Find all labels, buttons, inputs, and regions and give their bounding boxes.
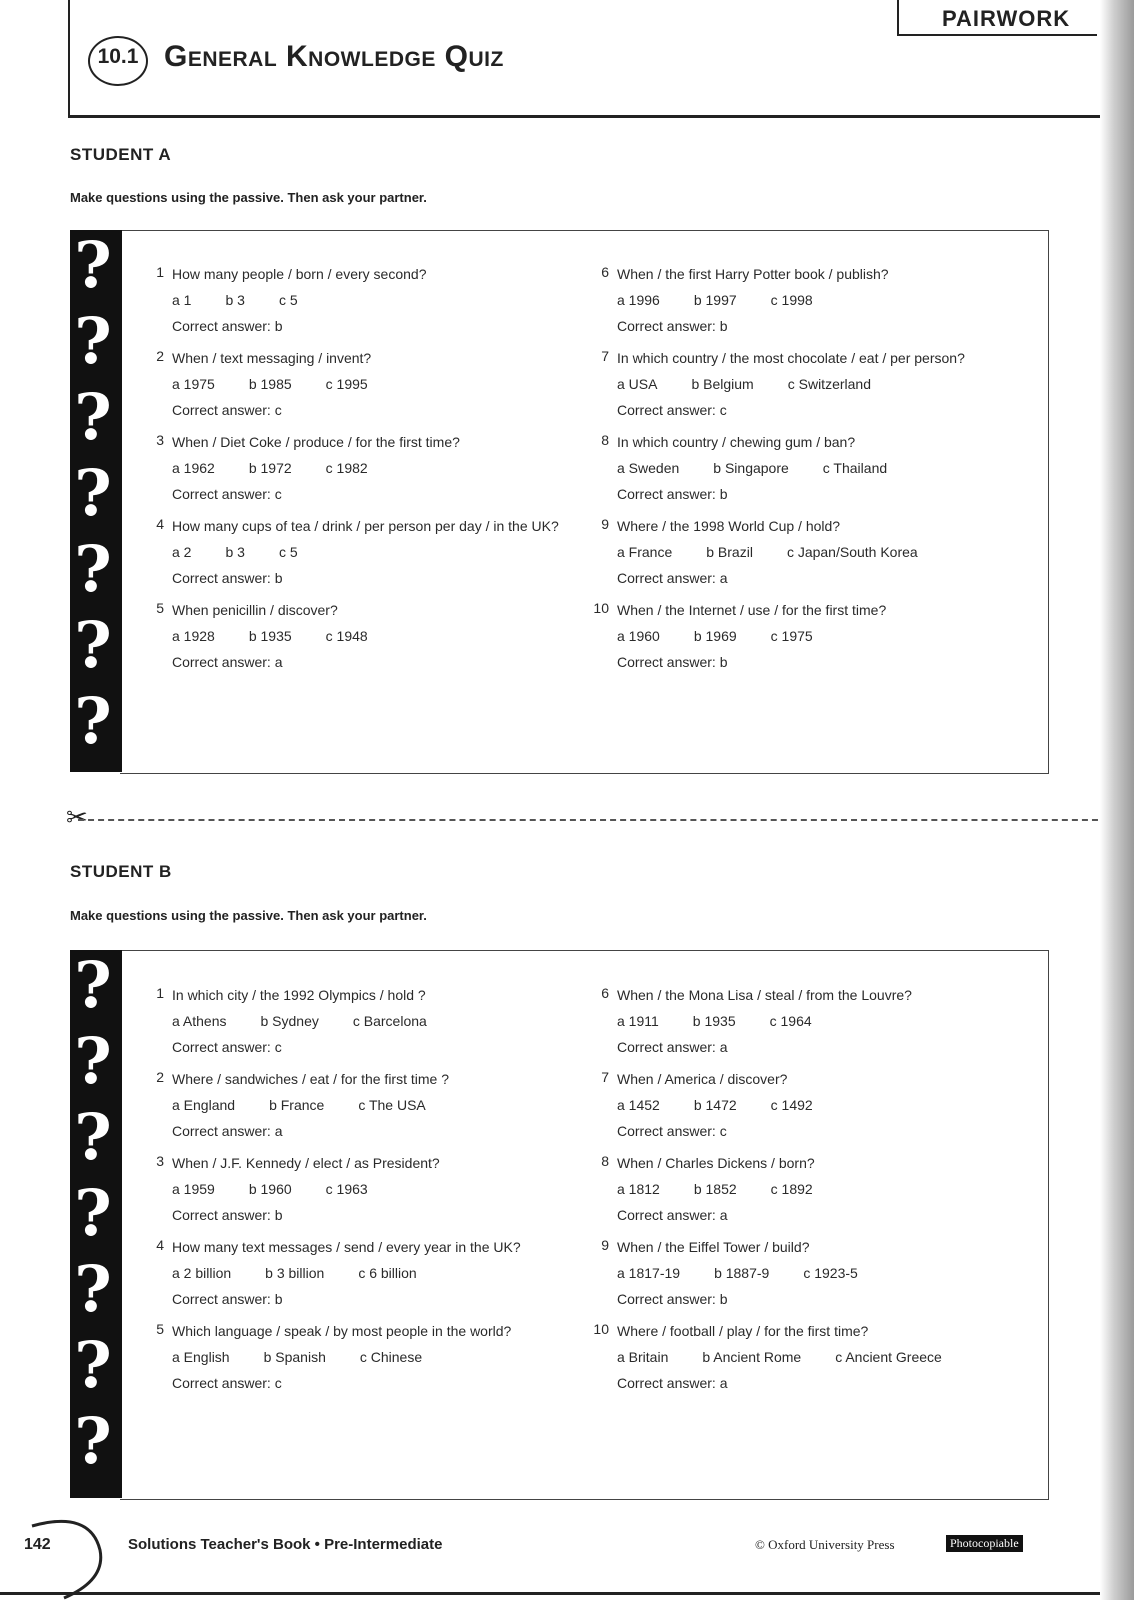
question-mark-icon: ?	[74, 532, 112, 607]
question-mark-icon: ?	[74, 1024, 112, 1099]
option-a: a 1975	[172, 376, 215, 392]
quiz-item-question: In which city / the 1992 Olympics / hold ?	[172, 987, 426, 1003]
student-b-left-column	[132, 985, 572, 1405]
quiz-item-question: Where / sandwiches / eat / for the first time ?	[172, 1071, 449, 1087]
page-edge-shadow	[1100, 0, 1134, 1600]
quiz-item-options	[617, 1095, 1007, 1115]
quiz-item-number: 9	[601, 1237, 609, 1253]
quiz-item-answer: Correct answer: c	[617, 1123, 727, 1139]
option-c: c Thailand	[822, 460, 888, 476]
question-mark-icon: ?	[74, 304, 112, 379]
student-a-heading: STUDENT A	[70, 145, 172, 164]
quiz-item	[577, 1237, 1007, 1309]
option-b: b 1887-9	[714, 1265, 770, 1281]
quiz-item-answer: Correct answer: c	[172, 1375, 282, 1391]
quiz-item	[577, 985, 1007, 1057]
quiz-item-question: How many people / born / every second?	[172, 266, 427, 282]
option-c: c 5	[278, 292, 298, 308]
option-c: c Switzerland	[787, 376, 871, 392]
quiz-item	[577, 264, 1007, 336]
option-c: c 1923-5	[803, 1265, 858, 1281]
option-b: b 1985	[248, 376, 292, 392]
option-a: a 1996	[617, 292, 660, 308]
option-c: c 6 billion	[358, 1265, 417, 1281]
option-c: c 1982	[325, 460, 368, 476]
quiz-item-number: 1	[156, 985, 164, 1001]
quiz-item-options	[617, 1011, 1007, 1031]
option-c: c 1975	[770, 628, 813, 644]
photocopiable-badge: Photocopiable	[946, 1535, 1023, 1552]
quiz-item	[132, 1069, 572, 1141]
option-c: c 1948	[325, 628, 368, 644]
option-c: c 1995	[325, 376, 368, 392]
option-a: a USA	[617, 376, 658, 392]
option-c: c Ancient Greece	[835, 1349, 942, 1365]
quiz-item-number: 2	[156, 1069, 164, 1085]
footer-rule	[0, 1592, 1134, 1595]
quiz-item-number: 8	[601, 1153, 609, 1169]
quiz-item-number: 3	[156, 432, 164, 448]
quiz-item-answer: Correct answer: a	[617, 1207, 728, 1223]
quiz-item	[132, 1153, 572, 1225]
quiz-item-answer: Correct answer: b	[172, 1291, 283, 1307]
option-b: b Brazil	[706, 544, 753, 560]
quiz-item-number: 10	[593, 600, 609, 616]
option-a: a England	[172, 1097, 236, 1113]
option-b: b Belgium	[691, 376, 754, 392]
option-b: b 1972	[248, 460, 292, 476]
quiz-item-options	[617, 542, 1007, 562]
quiz-item-options	[172, 1095, 572, 1115]
quiz-item-answer: Correct answer: c	[172, 1039, 282, 1055]
quiz-item-options	[617, 1347, 1007, 1367]
option-b: b 1935	[692, 1013, 736, 1029]
quiz-item-options	[172, 374, 572, 394]
quiz-item-number: 2	[156, 348, 164, 364]
option-a: a Sweden	[617, 460, 680, 476]
page-title: General Knowledge Quiz	[164, 40, 504, 73]
quiz-item-question: When / America / discover?	[617, 1071, 788, 1087]
quiz-item-options	[172, 1011, 572, 1031]
quiz-item	[132, 1321, 572, 1393]
question-mark-icon: ?	[74, 230, 112, 303]
quiz-item-number: 8	[601, 432, 609, 448]
section-label: PAIRWORK	[942, 6, 1071, 31]
option-c: c Japan/South Korea	[786, 544, 918, 560]
option-a: a 1911	[617, 1013, 659, 1029]
student-a-right-column	[577, 264, 1007, 684]
option-c: c 1998	[770, 292, 813, 308]
option-a: a 1960	[617, 628, 660, 644]
quiz-item-options	[172, 1179, 572, 1199]
quiz-item-number: 5	[156, 600, 164, 616]
quiz-item-options	[172, 1263, 572, 1283]
section-label-underline	[897, 34, 1097, 36]
quiz-item-question: When / Diet Coke / produce / for the first time?	[172, 434, 460, 450]
quiz-item-question: When / the Eiffel Tower / build?	[617, 1239, 810, 1255]
option-b: b 1969	[693, 628, 737, 644]
quiz-item-answer: Correct answer: a	[172, 654, 283, 670]
quiz-item-options	[617, 374, 1007, 394]
option-b: b 1935	[248, 628, 292, 644]
option-b: b Spanish	[263, 1349, 326, 1365]
option-a: a 1817-19	[617, 1265, 681, 1281]
quiz-item	[132, 264, 572, 336]
option-b: b Singapore	[713, 460, 789, 476]
quiz-item-question: When / text messaging / invent?	[172, 350, 372, 366]
quiz-item-question: How many text messages / send / every year in the UK?	[172, 1239, 521, 1255]
quiz-item-question: When / the first Harry Potter book / publish?	[617, 266, 889, 282]
quiz-item	[132, 1237, 572, 1309]
quiz-item-question: When / Charles Dickens / born?	[617, 1155, 815, 1171]
quiz-item-options	[617, 1179, 1007, 1199]
option-b: b Sydney	[260, 1013, 319, 1029]
option-b: b France	[269, 1097, 325, 1113]
quiz-item	[577, 348, 1007, 420]
quiz-item-answer: Correct answer: b	[617, 318, 728, 334]
option-a: a English	[172, 1349, 230, 1365]
quiz-item-number: 4	[156, 1237, 164, 1253]
quiz-item-answer: Correct answer: b	[172, 570, 283, 586]
option-b: b 3	[225, 544, 245, 560]
quiz-item-number: 7	[601, 1069, 609, 1085]
option-a: a France	[617, 544, 673, 560]
option-b: b 1997	[693, 292, 737, 308]
quiz-item-answer: Correct answer: a	[172, 1123, 283, 1139]
quiz-item	[132, 600, 572, 672]
quiz-item	[132, 516, 572, 588]
quiz-item-number: 1	[156, 264, 164, 280]
option-c: c 1963	[325, 1181, 368, 1197]
quiz-item-number: 10	[593, 1321, 609, 1337]
quiz-item-number: 3	[156, 1153, 164, 1169]
option-a: a 1812	[617, 1181, 660, 1197]
quiz-item	[132, 985, 572, 1057]
option-a: a 2 billion	[172, 1265, 232, 1281]
question-mark-icon: ?	[74, 1252, 112, 1327]
option-b: b 1960	[248, 1181, 292, 1197]
quiz-item-answer: Correct answer: b	[617, 486, 728, 502]
question-mark-icon: ?	[74, 1100, 112, 1175]
quiz-item-answer: Correct answer: c	[172, 402, 282, 418]
quiz-item-question: When / the Mona Lisa / steal / from the Louvre?	[617, 987, 912, 1003]
quiz-item	[577, 1321, 1007, 1393]
header-border-bottom	[70, 115, 1100, 118]
option-c: c The USA	[358, 1097, 426, 1113]
quiz-item	[132, 432, 572, 504]
quiz-item-number: 7	[601, 348, 609, 364]
student-b-heading: STUDENT B	[70, 862, 172, 881]
book-title: Solutions Teacher's Book • Pre-Intermediate	[128, 1536, 443, 1553]
copyright-notice: © Oxford University Press	[755, 1537, 895, 1552]
quiz-item-options	[617, 1263, 1007, 1283]
option-c: c 1964	[769, 1013, 812, 1029]
page-number: 142	[24, 1536, 51, 1553]
student-b-instruction: Make questions using the passive. Then ask your partner.	[70, 908, 427, 923]
quiz-item	[577, 600, 1007, 672]
question-mark-icon: ?	[74, 380, 112, 455]
option-a: a 2	[172, 544, 192, 560]
quiz-item-question: Where / the 1998 World Cup / hold?	[617, 518, 841, 534]
quiz-item-number: 4	[156, 516, 164, 532]
question-mark-icon: ?	[74, 684, 112, 759]
quiz-item-options	[172, 1347, 572, 1367]
quiz-item-options	[172, 458, 572, 478]
student-b-question-strip	[70, 950, 122, 1498]
quiz-item-answer: Correct answer: c	[617, 402, 727, 418]
quiz-item-question: Where / football / play / for the first time?	[617, 1323, 869, 1339]
option-c: c Chinese	[359, 1349, 423, 1365]
option-a: a 1452	[617, 1097, 660, 1113]
quiz-item-answer: Correct answer: a	[617, 1039, 728, 1055]
quiz-item-question: Which language / speak / by most people in the world?	[172, 1323, 512, 1339]
quiz-item-question: When / the Internet / use / for the first time?	[617, 602, 887, 618]
option-b: b 1472	[693, 1097, 737, 1113]
unit-number: 10.1	[97, 45, 139, 68]
quiz-item-question: When penicillin / discover?	[172, 602, 338, 618]
student-a-instruction: Make questions using the passive. Then ask your partner.	[70, 190, 427, 205]
page-number-curve	[30, 1510, 110, 1600]
quiz-item-options	[172, 626, 572, 646]
question-mark-icon: ?	[74, 456, 112, 531]
quiz-item-number: 6	[601, 985, 609, 1001]
question-mark-icon: ?	[74, 1176, 112, 1251]
section-label-border	[897, 0, 899, 36]
quiz-item-answer: Correct answer: c	[172, 486, 282, 502]
header-border-left	[68, 0, 70, 118]
question-mark-icon: ?	[74, 1404, 112, 1479]
option-c: c Barcelona	[352, 1013, 427, 1029]
quiz-item-answer: Correct answer: b	[172, 1207, 283, 1223]
student-a-left-column	[132, 264, 572, 684]
option-c: c 1492	[770, 1097, 813, 1113]
option-c: c 1892	[770, 1181, 813, 1197]
option-a: a 1962	[172, 460, 215, 476]
question-mark-icon: ?	[74, 950, 112, 1023]
option-a: a Athens	[172, 1013, 227, 1029]
option-a: a 1928	[172, 628, 215, 644]
quiz-item-answer: Correct answer: b	[617, 1291, 728, 1307]
option-c: c 5	[278, 544, 298, 560]
option-b: b 3 billion	[265, 1265, 325, 1281]
quiz-item-options	[172, 542, 572, 562]
quiz-item-number: 5	[156, 1321, 164, 1337]
quiz-item-options	[617, 458, 1007, 478]
quiz-item-question: How many cups of tea / drink / per person per day / in the UK?	[172, 518, 559, 534]
question-mark-icon: ?	[74, 1328, 112, 1403]
quiz-item-answer: Correct answer: b	[172, 318, 283, 334]
quiz-item-options	[617, 290, 1007, 310]
quiz-item-answer: Correct answer: a	[617, 570, 728, 586]
option-b: b Ancient Rome	[702, 1349, 802, 1365]
scissors-icon: ✂	[66, 802, 88, 832]
quiz-item	[577, 432, 1007, 504]
option-a: a 1959	[172, 1181, 215, 1197]
option-a: a 1	[172, 292, 192, 308]
quiz-item	[132, 348, 572, 420]
student-b-right-column	[577, 985, 1007, 1405]
quiz-item-question: In which country / the most chocolate / eat / per person?	[617, 350, 965, 366]
quiz-item-number: 6	[601, 264, 609, 280]
quiz-item	[577, 516, 1007, 588]
option-a: a Britain	[617, 1349, 669, 1365]
quiz-item-number: 9	[601, 516, 609, 532]
question-mark-icon: ?	[74, 608, 112, 683]
option-b: b 3	[225, 292, 245, 308]
quiz-item-answer: Correct answer: a	[617, 1375, 728, 1391]
option-b: b 1852	[693, 1181, 737, 1197]
quiz-item-question: In which country / chewing gum / ban?	[617, 434, 856, 450]
quiz-item-options	[617, 626, 1007, 646]
cut-line	[78, 819, 1108, 821]
quiz-item-question: When / J.F. Kennedy / elect / as President?	[172, 1155, 440, 1171]
quiz-item-answer: Correct answer: b	[617, 654, 728, 670]
quiz-item-options	[172, 290, 572, 310]
quiz-item	[577, 1069, 1007, 1141]
quiz-item	[577, 1153, 1007, 1225]
student-a-question-strip	[70, 230, 122, 772]
